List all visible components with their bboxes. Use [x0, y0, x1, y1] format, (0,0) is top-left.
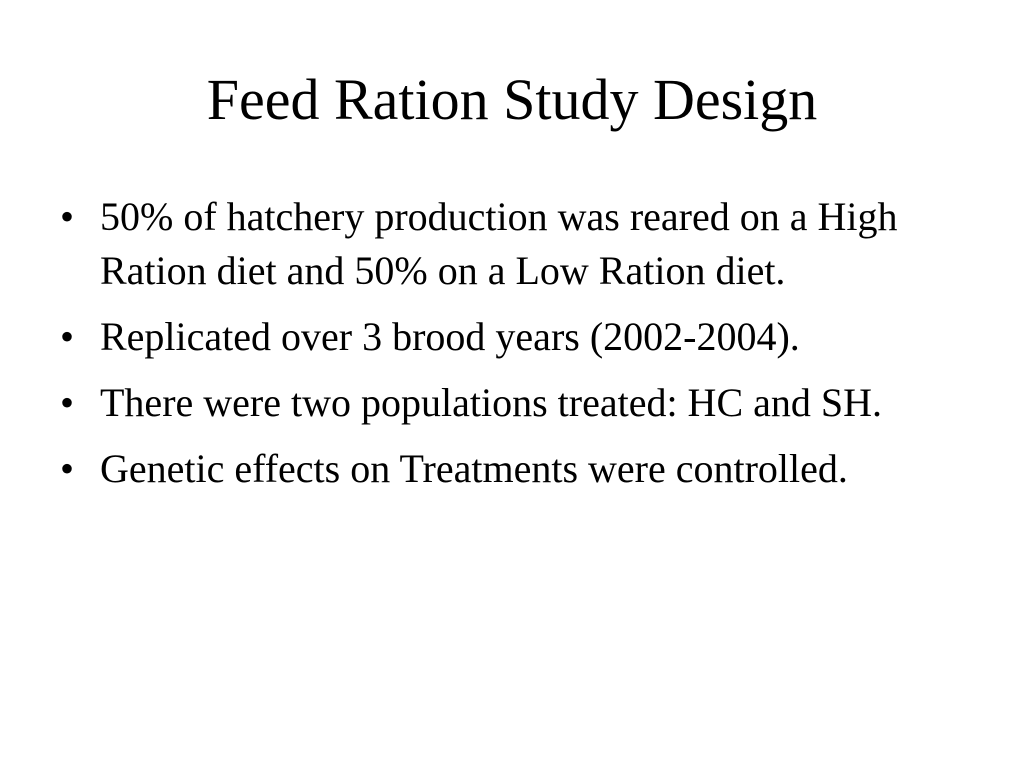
bullet-icon: •: [60, 194, 75, 239]
bullet-text: Genetic effects on Treatments were controlled.: [100, 446, 848, 491]
bullet-item: [60, 310, 960, 364]
bullet-text: There were two populations treated: HC and SH.: [100, 380, 883, 425]
bullet-text: Replicated over 3 brood years (2002-2004).: [100, 314, 800, 359]
bullet-icon: •: [60, 446, 75, 491]
bullet-text: 50% of hatchery production was reared on a High Ration diet and 50% on a Low Ration diet.: [100, 194, 898, 293]
bullet-list: [60, 190, 960, 508]
bullet-icon: •: [60, 314, 75, 359]
slide-title: Feed Ration Study Design: [206, 67, 818, 132]
bullet-item: [60, 442, 960, 496]
bullet-item: [60, 376, 960, 430]
bullet-icon: •: [60, 380, 75, 425]
bullet-item: [60, 190, 960, 298]
